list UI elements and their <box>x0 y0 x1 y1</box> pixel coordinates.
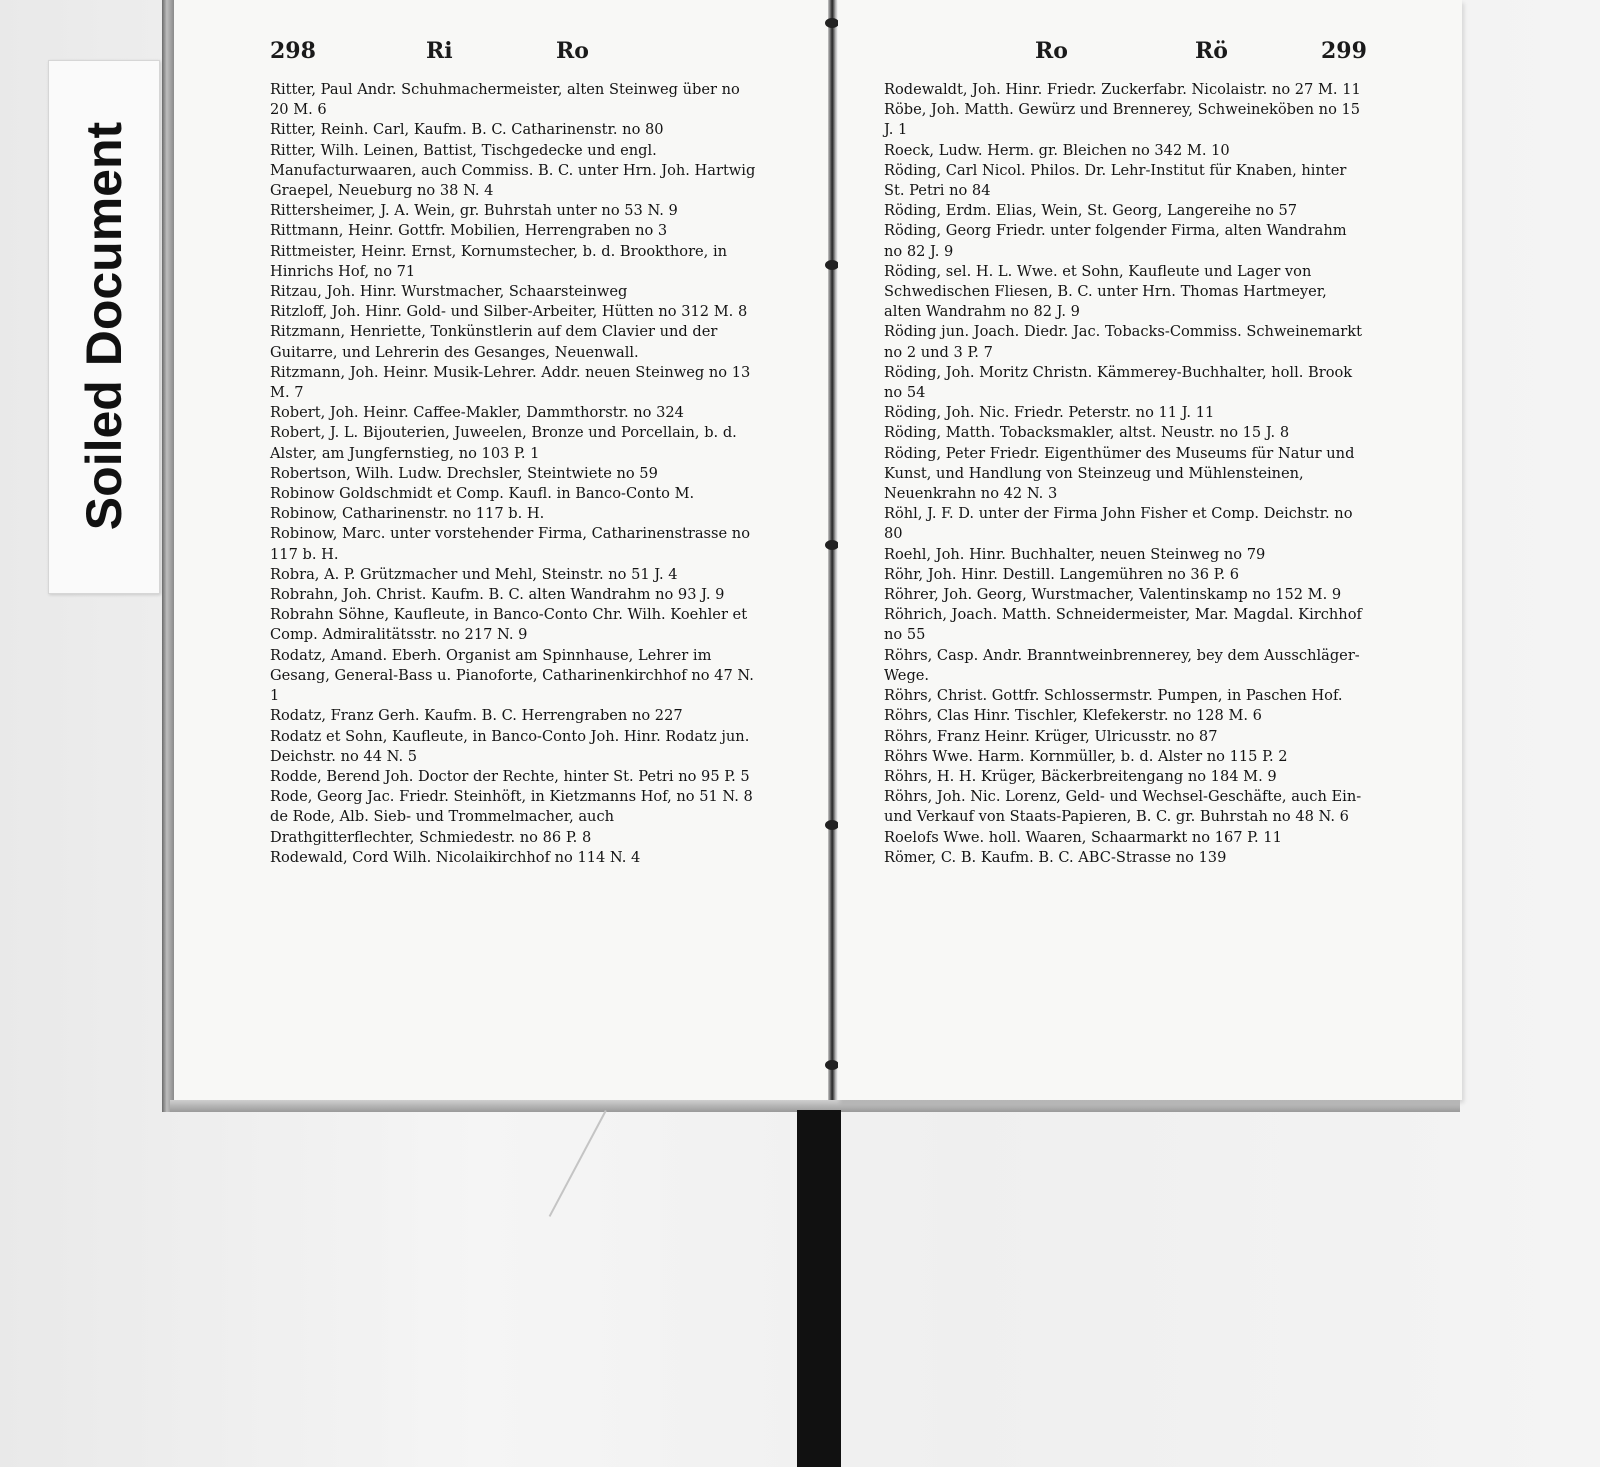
list-item: Röding, Matth. Tobacksmakler, altst. Neustr. no 15 J. 8 <box>884 424 1290 442</box>
list-item: Röding, Georg Friedr. unter folgender Firma, alten Wandrahm no 82 J. 9 <box>884 222 1347 260</box>
book-spine-edge <box>162 0 174 1112</box>
list-item: Röhrs, Clas Hinr. Tischler, Klefekerstr. no 128 M. 6 <box>884 707 1262 725</box>
list-item: Rittmann, Heinr. Gottfr. Mobilien, Herrengraben no 3 <box>270 222 668 240</box>
list-item: Röhrich, Joach. Matth. Schneidermeister, Mar. Magdal. Kirchhof no 55 <box>884 606 1362 644</box>
list-item: Rodewald, Cord Wilh. Nicolaikirchhof no 114 N. 4 <box>270 848 641 866</box>
list-item: Röding, Carl Nicol. Philos. Dr. Lehr-Institut für Knaben, hinter St. Petri no 84 <box>884 161 1347 200</box>
list-item: Röding, Peter Friedr. Eigenthümer des Museums für Natur und Kunst, und Handlung von Steinzeug und Mühlensteinen, Neuenkrahn no 42 N. 3 <box>884 444 1355 503</box>
list-item: Roehl, Joh. Hinr. Buchhalter, neuen Steinweg no 79 <box>884 545 1266 563</box>
binding-stitch <box>825 540 839 550</box>
list-item: Ritzau, Joh. Hinr. Wurstmacher, Schaarsteinweg <box>270 283 628 301</box>
left-header-start: Ri <box>426 38 453 64</box>
list-item: Ritter, Paul Andr. Schuhmachermeister, alten Steinweg über no 20 M. 6 <box>270 81 740 119</box>
open-book <box>162 0 1464 1112</box>
list-item: Ritter, Reinh. Carl, Kaufm. B. C. Catharinenstr. no 80 <box>270 121 664 139</box>
right-page <box>838 0 1462 1100</box>
binding-stitch <box>825 260 839 270</box>
list-item: Robrahn Söhne, Kaufleute, in Banco-Conto Chr. Wilh. Koehler et Comp. Admiralitätsstr. no 217 N. 9 <box>270 606 748 644</box>
list-item: Ritzmann, Joh. Heinr. Musik-Lehrer. Addr. neuen Steinweg no 13 M. 7 <box>270 363 751 402</box>
list-item: Robra, A. P. Grützmacher und Mehl, Steinstr. no 51 J. 4 <box>270 565 678 583</box>
list-item: Röhrs, Casp. Andr. Branntweinbrennerey, bey dem Ausschläger-Wege. <box>884 646 1360 684</box>
list-item: Rodatz, Amand. Eberh. Organist am Spinnhause, Lehrer im Gesang, General-Bass u. Pianoforte, Catharinenkirchhof no 47 N. 1 <box>270 646 754 705</box>
list-item: Rodewaldt, Joh. Hinr. Friedr. Zuckerfabr. Nicolaistr. no 27 M. 11 <box>884 81 1361 98</box>
list-item: Röding, sel. H. L. Wwe. et Sohn, Kaufleute und Lager von Schwedischen Fliesen, B. C. unter Hrn. Thomas Hartmeyer, alten Wandrahm no 82 J. 9 <box>884 262 1327 321</box>
right-page-number: 299 <box>1321 38 1367 64</box>
list-item: Röhrs, Franz Heinr. Krüger, Ulricusstr. no 87 <box>884 727 1218 745</box>
list-item: Röbe, Joh. Matth. Gewürz und Brennerey, Schweineköben no 15 J. 1 <box>884 101 1361 139</box>
list-item: Röding, Joh. Nic. Friedr. Peterstr. no 11 J. 11 <box>884 404 1215 422</box>
list-item: Robert, J. L. Bijouterien, Juweelen, Bronze und Porcellain, b. d. Alster, am Jungfernstieg, no 103 P. 1 <box>270 424 737 462</box>
right-header-end: Rö <box>1195 38 1228 64</box>
list-item: Röhrs, Christ. Gottfr. Schlossermstr. Pumpen, in Paschen Hof. <box>884 687 1343 705</box>
left-header-end: Ro <box>556 38 589 64</box>
list-item: Rittmeister, Heinr. Ernst, Kornumstecher, b. d. Brookthore, in Hinrichs Hof, no 71 <box>270 242 728 280</box>
list-item: Röhrs, H. H. Krüger, Bäckerbreitengang no 184 M. 9 <box>884 767 1277 785</box>
list-item: Robrahn, Joh. Christ. Kaufm. B. C. alten Wandrahm no 93 J. 9 <box>270 586 725 604</box>
list-item: Röhl, J. F. D. unter der Firma John Fisher et Comp. Deichstr. no 80 <box>884 505 1353 543</box>
list-item: Röding, Erdm. Elias, Wein, St. Georg, Langereihe no 57 <box>884 202 1298 220</box>
list-item: Röhr, Joh. Hinr. Destill. Langemühren no 36 P. 6 <box>884 565 1240 583</box>
list-item: Röding, Joh. Moritz Christn. Kämmerey-Buchhalter, holl. Brook no 54 <box>884 363 1353 402</box>
list-item: Röhrs, Joh. Nic. Lorenz, Geld- und Wechsel-Geschäfte, auch Ein- und Verkauf von Staats-Papieren, B. C. gr. Buhrstah no 48 N. 6 <box>884 788 1362 826</box>
right-entry-list <box>884 80 1366 868</box>
list-item: Rodatz, Franz Gerh. Kaufm. B. C. Herrengraben no 227 <box>270 707 683 725</box>
right-header-start: Ro <box>1035 38 1068 64</box>
tab-label: Soiled Document <box>76 121 132 531</box>
left-page-number: 298 <box>270 38 316 64</box>
list-item: Rodde, Berend Joh. Doctor der Rechte, hinter St. Petri no 95 P. 5 <box>270 767 750 785</box>
book-gutter <box>828 0 836 1100</box>
list-item: Ritter, Wilh. Leinen, Battist, Tischgedecke und engl. Manufacturwaaren, auch Commiss. B. C. unter Hrn. Joh. Hartwig Graepel, Neueburg no 38 N. 4 <box>270 141 756 200</box>
list-item: Rittersheimer, J. A. Wein, gr. Buhrstah unter no 53 N. 9 <box>270 202 678 220</box>
list-item: Robinow, Marc. unter vorstehender Firma, Catharinenstrasse no 117 b. H. <box>270 525 750 563</box>
left-entry-list <box>270 80 756 868</box>
binding-stitch <box>825 820 839 830</box>
list-item: Ritzmann, Henriette, Tonkünstlerin auf dem Clavier und der Guitarre, und Lehrerin des Gesanges, Neuenwall. <box>270 323 718 361</box>
list-item: Roeck, Ludw. Herm. gr. Bleichen no 342 M. 10 <box>884 141 1230 159</box>
list-item: Robinow Goldschmidt et Comp. Kaufl. in Banco-Conto M. Robinow, Catharinenstr. no 117 b. H. <box>270 485 695 523</box>
list-item: de Rode, Alb. Sieb- und Trommelmacher, auch Drathgitterflechter, Schmiedestr. no 86 P. 8 <box>270 808 615 846</box>
bookmark-ribbon <box>797 1110 841 1467</box>
binding-stitch <box>825 1060 839 1070</box>
list-item: Ritzloff, Joh. Hinr. Gold- und Silber-Arbeiter, Hütten no 312 M. 8 <box>270 303 748 321</box>
list-item: Rode, Georg Jac. Friedr. Steinhöft, in Kietzmanns Hof, no 51 N. 8 <box>270 788 753 806</box>
binding-stitch <box>825 18 839 28</box>
list-item: Roelofs Wwe. holl. Waaren, Schaarmarkt no 167 P. 11 <box>884 828 1282 846</box>
list-item: Röding jun. Joach. Diedr. Jac. Tobacks-Commiss. Schweinemarkt no 2 und 3 P. 7 <box>884 323 1362 361</box>
soiled-document-tab <box>48 60 160 594</box>
list-item: Röhrer, Joh. Georg, Wurstmacher, Valentinskamp no 152 M. 9 <box>884 586 1342 604</box>
list-item: Rodatz et Sohn, Kaufleute, in Banco-Conto Joh. Hinr. Rodatz jun. Deichstr. no 44 N. 5 <box>270 727 750 765</box>
list-item: Röhrs Wwe. Harm. Kornmüller, b. d. Alster no 115 P. 2 <box>884 747 1288 765</box>
left-page <box>174 0 837 1100</box>
list-item: Robertson, Wilh. Ludw. Drechsler, Steintwiete no 59 <box>270 464 658 482</box>
list-item: Robert, Joh. Heinr. Caffee-Makler, Dammthorstr. no 324 <box>270 404 684 422</box>
list-item: Römer, C. B. Kaufm. B. C. ABC-Strasse no 139 <box>884 848 1227 866</box>
